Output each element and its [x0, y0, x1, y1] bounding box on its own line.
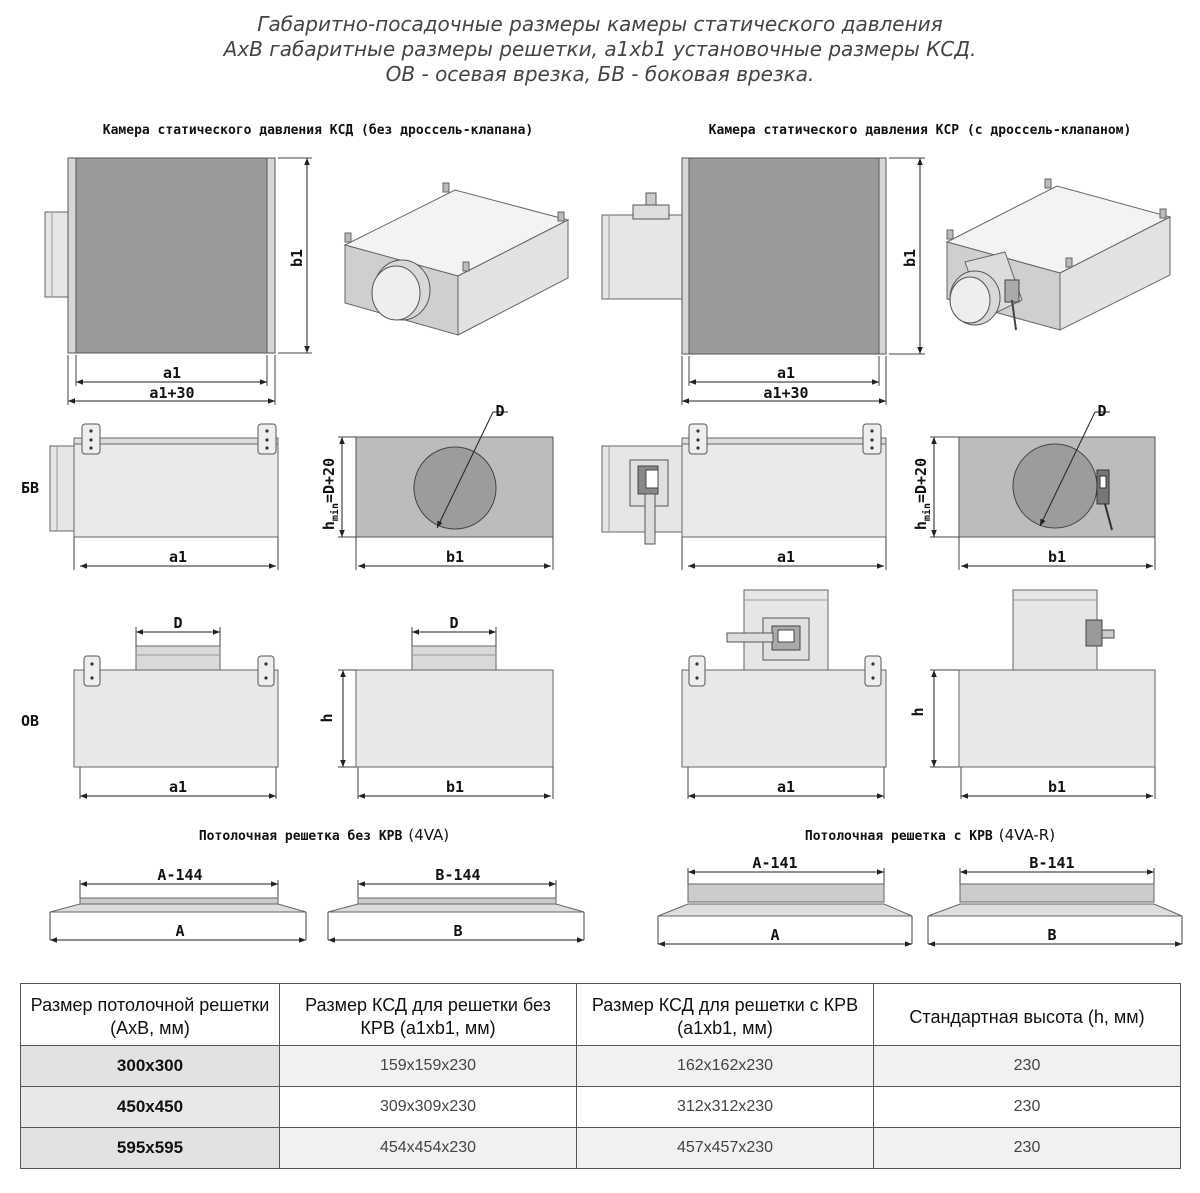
dim-a1-30-top: a1+30	[149, 384, 195, 402]
section-ov-label: ОВ	[20, 712, 40, 730]
dim-a144: A-144	[157, 866, 203, 884]
dim-hmin-bv-r: $h_{min}=D+20$	[912, 457, 933, 531]
table-row	[21, 1046, 1181, 1087]
ksd-ov-front-view	[74, 614, 278, 799]
dim-a1-30-top-r: a1+30	[763, 384, 809, 402]
dim-a1-top: a1	[162, 364, 182, 382]
dim-b144: B-144	[435, 866, 481, 884]
ksr-bv-side-view	[912, 402, 1155, 570]
dim-a141: A-141	[752, 854, 798, 872]
dim-b1-bv: b1	[445, 548, 465, 566]
grille-without-krv-b	[328, 866, 584, 940]
ksd-top-view	[45, 158, 312, 405]
dim-a1-bv: a1	[168, 548, 188, 566]
dim-b1-top: b1	[288, 248, 306, 268]
dim-d-ov-left: D	[173, 614, 183, 632]
cell-height: 230	[874, 1046, 1181, 1087]
dim-b-left: B	[453, 922, 463, 940]
dim-d-bv-r: D	[1097, 402, 1107, 420]
table-row	[21, 1087, 1181, 1128]
dim-hmin-bv: $h_{min}=D+20$	[320, 457, 341, 531]
grille-without-krv-a	[50, 866, 306, 940]
cell-ksd-with-krv: 162x162x230	[577, 1046, 874, 1087]
sizes-table	[20, 983, 1181, 1169]
dim-b1-top-r: b1	[901, 248, 919, 268]
ksr-ov-front-view	[682, 590, 886, 799]
table-header-row	[21, 984, 1181, 1046]
header-ksd-without-krv: Размер КСД для решетки без КРВ (a1xb1, мм)	[280, 984, 577, 1046]
cell-ksd-without-krv: 454x454x230	[280, 1128, 577, 1169]
dim-b141: B-141	[1029, 854, 1075, 872]
cell-height: 230	[874, 1087, 1181, 1128]
ksr-ov-side-view	[909, 590, 1155, 799]
dim-a-right: A	[770, 926, 780, 944]
header-ksd-with-krv: Размер КСД для решетки с КРВ (a1xb1, мм)	[577, 984, 874, 1046]
dim-b1-ov-r: b1	[1047, 778, 1067, 796]
cell-grille-size: 450x450	[21, 1087, 280, 1128]
ksd-bv-front-view	[50, 424, 278, 570]
dim-b1-ov: b1	[445, 778, 465, 796]
section-bv-label: БВ	[20, 479, 40, 497]
ksd-bv-side-view	[320, 402, 553, 570]
right-section-title: Камера статического давления КСР (с дроссель-клапаном)	[708, 123, 1132, 138]
grille-with-krv-a	[658, 854, 912, 944]
grille-right-title: Потолочная решетка с КРВ (4VA-R)	[804, 826, 1056, 844]
dim-b-right: B	[1047, 926, 1057, 944]
grille-left-title: Потолочная решетка без КРВ (4VA)	[198, 826, 450, 844]
ksr-isometric-view	[947, 179, 1170, 330]
dim-h-ov-right: h	[909, 707, 927, 717]
header-line-1: Габаритно-посадочные размеры камеры статического давления	[257, 12, 943, 36]
grille-with-krv-b	[928, 854, 1182, 944]
ksd-ov-side-view	[318, 614, 553, 799]
header-line-3: ОВ - осевая врезка, БВ - боковая врезка.	[385, 62, 815, 86]
table-row	[21, 1128, 1181, 1169]
header-line-2: AxB габаритные размеры решетки, a1xb1 установочные размеры КСД.	[223, 37, 977, 61]
dim-a1-ov-r: a1	[776, 778, 796, 796]
cell-ksd-with-krv: 312x312x230	[577, 1087, 874, 1128]
dim-d-ov-right: D	[449, 614, 459, 632]
cell-height: 230	[874, 1128, 1181, 1169]
dim-a1-bv-r: a1	[776, 548, 796, 566]
cell-grille-size: 300x300	[21, 1046, 280, 1087]
ksr-bv-front-view	[602, 424, 886, 570]
ksd-isometric-view	[345, 183, 568, 335]
header-standard-height: Стандартная высота (h, мм)	[874, 984, 1181, 1046]
ksr-top-view	[602, 158, 925, 405]
dim-h-ov-left: h	[318, 713, 336, 723]
dim-d-bv: D	[495, 402, 505, 420]
cell-ksd-with-krv: 457x457x230	[577, 1128, 874, 1169]
dim-a1-ov: a1	[168, 778, 188, 796]
left-section-title: Камера статического давления КСД (без дроссель-клапана)	[102, 123, 534, 138]
header-grille-size: Размер потолочной решетки (AxB, мм)	[21, 984, 280, 1046]
dim-b1-bv-r: b1	[1047, 548, 1067, 566]
dim-a-left: A	[175, 922, 185, 940]
cell-ksd-without-krv: 159x159x230	[280, 1046, 577, 1087]
cell-grille-size: 595x595	[21, 1128, 280, 1169]
cell-ksd-without-krv: 309x309x230	[280, 1087, 577, 1128]
dim-a1-top-r: a1	[776, 364, 796, 382]
